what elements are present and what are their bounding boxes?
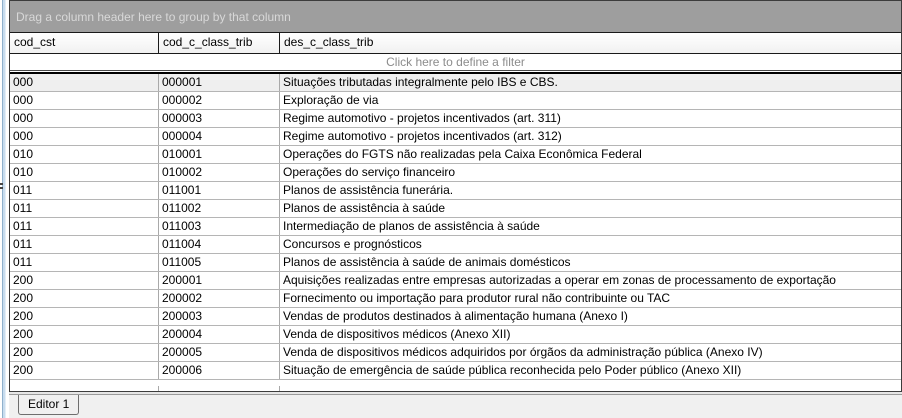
group-by-panel-text: Drag a column header here to group by that column: [16, 9, 291, 24]
table-row[interactable]: [10, 290, 901, 308]
cell-des-c-class-trib[interactable]: Venda de dispositivos médicos adquiridos por órgãos da administração pública (Anexo IV): [283, 345, 763, 359]
cell-cod-cst[interactable]: 011: [10, 200, 159, 217]
table-row[interactable]: [10, 218, 901, 236]
left-splitter[interactable]: [0, 0, 9, 418]
cell-cod-c-class-trib[interactable]: 000004: [159, 128, 280, 145]
column-headers: [10, 32, 901, 54]
cell-cod-cst[interactable]: 200: [10, 272, 159, 289]
cell-cod-cst[interactable]: [10, 386, 159, 391]
table-row[interactable]: [10, 146, 901, 164]
cell-des-c-class-trib[interactable]: Operações do FGTS não realizadas pela Caixa Econômica Federal: [283, 147, 642, 161]
table-row[interactable]: [10, 308, 901, 326]
cell-cod-c-class-trib[interactable]: 011003: [159, 218, 280, 235]
cell-cod-c-class-trib[interactable]: 200006: [159, 362, 280, 379]
cell-cod-cst[interactable]: 200: [10, 326, 159, 343]
cell-cod-cst[interactable]: 010: [10, 164, 159, 181]
table-row[interactable]: [10, 92, 901, 110]
cell-cod-cst[interactable]: 200: [10, 344, 159, 361]
cell-cod-c-class-trib[interactable]: [159, 386, 280, 391]
editor-page: [9, 0, 902, 418]
cell-cod-c-class-trib[interactable]: 011005: [159, 254, 280, 271]
table-row[interactable]: [10, 200, 901, 218]
splitter-grip-icon[interactable]: [0, 183, 3, 189]
tab-editor-1[interactable]: Editor 1: [18, 395, 79, 415]
cell-cod-c-class-trib[interactable]: 000003: [159, 110, 280, 127]
cell-cod-cst[interactable]: 011: [10, 236, 159, 253]
cell-des-c-class-trib[interactable]: Fornecimento ou importação para produtor rural não contribuinte ou TAC: [283, 291, 671, 305]
cell-des-c-class-trib[interactable]: Concursos e prognósticos: [283, 237, 422, 251]
grid-rows: [10, 74, 901, 386]
cell-des-c-class-trib[interactable]: Intermediação de planos de assistência à saúde: [283, 219, 540, 233]
cell-cod-cst[interactable]: 000: [10, 74, 159, 91]
cell-cod-c-class-trib[interactable]: 200001: [159, 272, 280, 289]
column-header-cod-cst[interactable]: cod_cst: [10, 33, 159, 53]
cell-des-c-class-trib[interactable]: Vendas de produtos destinados à alimentação humana (Anexo I): [283, 309, 628, 323]
cell-des-c-class-trib[interactable]: Aquisições realizadas entre empresas autorizadas a operar em zonas de processamento de exportação: [283, 273, 836, 287]
cell-cod-cst[interactable]: 000: [10, 110, 159, 127]
cell-des-c-class-trib[interactable]: Regime automotivo - projetos incentivados (art. 312): [283, 129, 562, 143]
table-row[interactable]: [10, 110, 901, 128]
cell-des-c-class-trib[interactable]: Venda de dispositivos médicos (Anexo XII): [283, 327, 511, 341]
cell-cod-c-class-trib[interactable]: 000002: [159, 92, 280, 109]
cell-des-c-class-trib[interactable]: Situações tributadas integralmente pelo IBS e CBS.: [283, 75, 558, 89]
cell-cod-c-class-trib[interactable]: 011002: [159, 200, 280, 217]
table-row[interactable]: [10, 182, 901, 200]
cell-des-c-class-trib[interactable]: Planos de assistência funerária.: [283, 183, 454, 197]
group-by-panel[interactable]: [10, 1, 901, 32]
column-header-des-c-class-trib[interactable]: des_c_class_trib: [280, 33, 901, 53]
partial-row[interactable]: [10, 386, 901, 391]
cell-des-c-class-trib[interactable]: Situação de emergência de saúde pública reconhecida pelo Poder público (Anexo XII): [283, 363, 742, 377]
cell-des-c-class-trib[interactable]: Planos de assistência à saúde de animais domésticos: [283, 255, 571, 269]
cell-cod-cst[interactable]: 200: [10, 362, 159, 379]
table-row[interactable]: [10, 326, 901, 344]
cell-cod-c-class-trib[interactable]: 200004: [159, 326, 280, 343]
table-row[interactable]: [10, 236, 901, 254]
cell-cod-c-class-trib[interactable]: 011001: [159, 182, 280, 199]
cell-cod-cst[interactable]: 200: [10, 290, 159, 307]
bottom-tab-bar: [9, 395, 902, 418]
cell-des-c-class-trib[interactable]: Regime automotivo - projetos incentivados (art. 311): [283, 111, 561, 125]
table-row[interactable]: [10, 272, 901, 290]
cell-cod-cst[interactable]: 000: [10, 128, 159, 145]
table-row[interactable]: [10, 344, 901, 362]
table-row[interactable]: [10, 254, 901, 272]
cell-cod-cst[interactable]: 011: [10, 218, 159, 235]
splitter-band: [2, 0, 6, 418]
cell-cod-c-class-trib[interactable]: 010001: [159, 146, 280, 163]
table-row[interactable]: [10, 362, 901, 380]
column-header-cod-c-class-trib[interactable]: cod_c_class_trib: [159, 33, 280, 53]
cell-des-c-class-trib[interactable]: Exploração de via: [283, 93, 379, 107]
cell-cod-c-class-trib[interactable]: 200005: [159, 344, 280, 361]
cell-cod-cst[interactable]: 011: [10, 182, 159, 199]
table-row[interactable]: [10, 164, 901, 182]
cell-cod-c-class-trib[interactable]: 200002: [159, 290, 280, 307]
filter-row[interactable]: [10, 54, 901, 71]
cell-des-c-class-trib[interactable]: [280, 386, 901, 391]
cell-cod-c-class-trib[interactable]: 011004: [159, 236, 280, 253]
cell-cod-c-class-trib[interactable]: 010002: [159, 164, 280, 181]
table-row[interactable]: [10, 74, 901, 92]
cell-cod-cst[interactable]: 200: [10, 308, 159, 325]
table-row[interactable]: [10, 128, 901, 146]
cell-des-c-class-trib[interactable]: Operações do serviço financeiro: [283, 165, 456, 179]
filter-row-text: Click here to define a filter: [386, 55, 525, 69]
cell-cod-cst[interactable]: 011: [10, 254, 159, 271]
cell-cod-cst[interactable]: 010: [10, 146, 159, 163]
cell-cod-c-class-trib[interactable]: 200003: [159, 308, 280, 325]
cell-des-c-class-trib[interactable]: Planos de assistência à saúde: [283, 201, 446, 215]
cell-cod-cst[interactable]: 000: [10, 92, 159, 109]
cell-cod-c-class-trib[interactable]: 000001: [159, 74, 280, 91]
data-grid: [9, 0, 902, 392]
